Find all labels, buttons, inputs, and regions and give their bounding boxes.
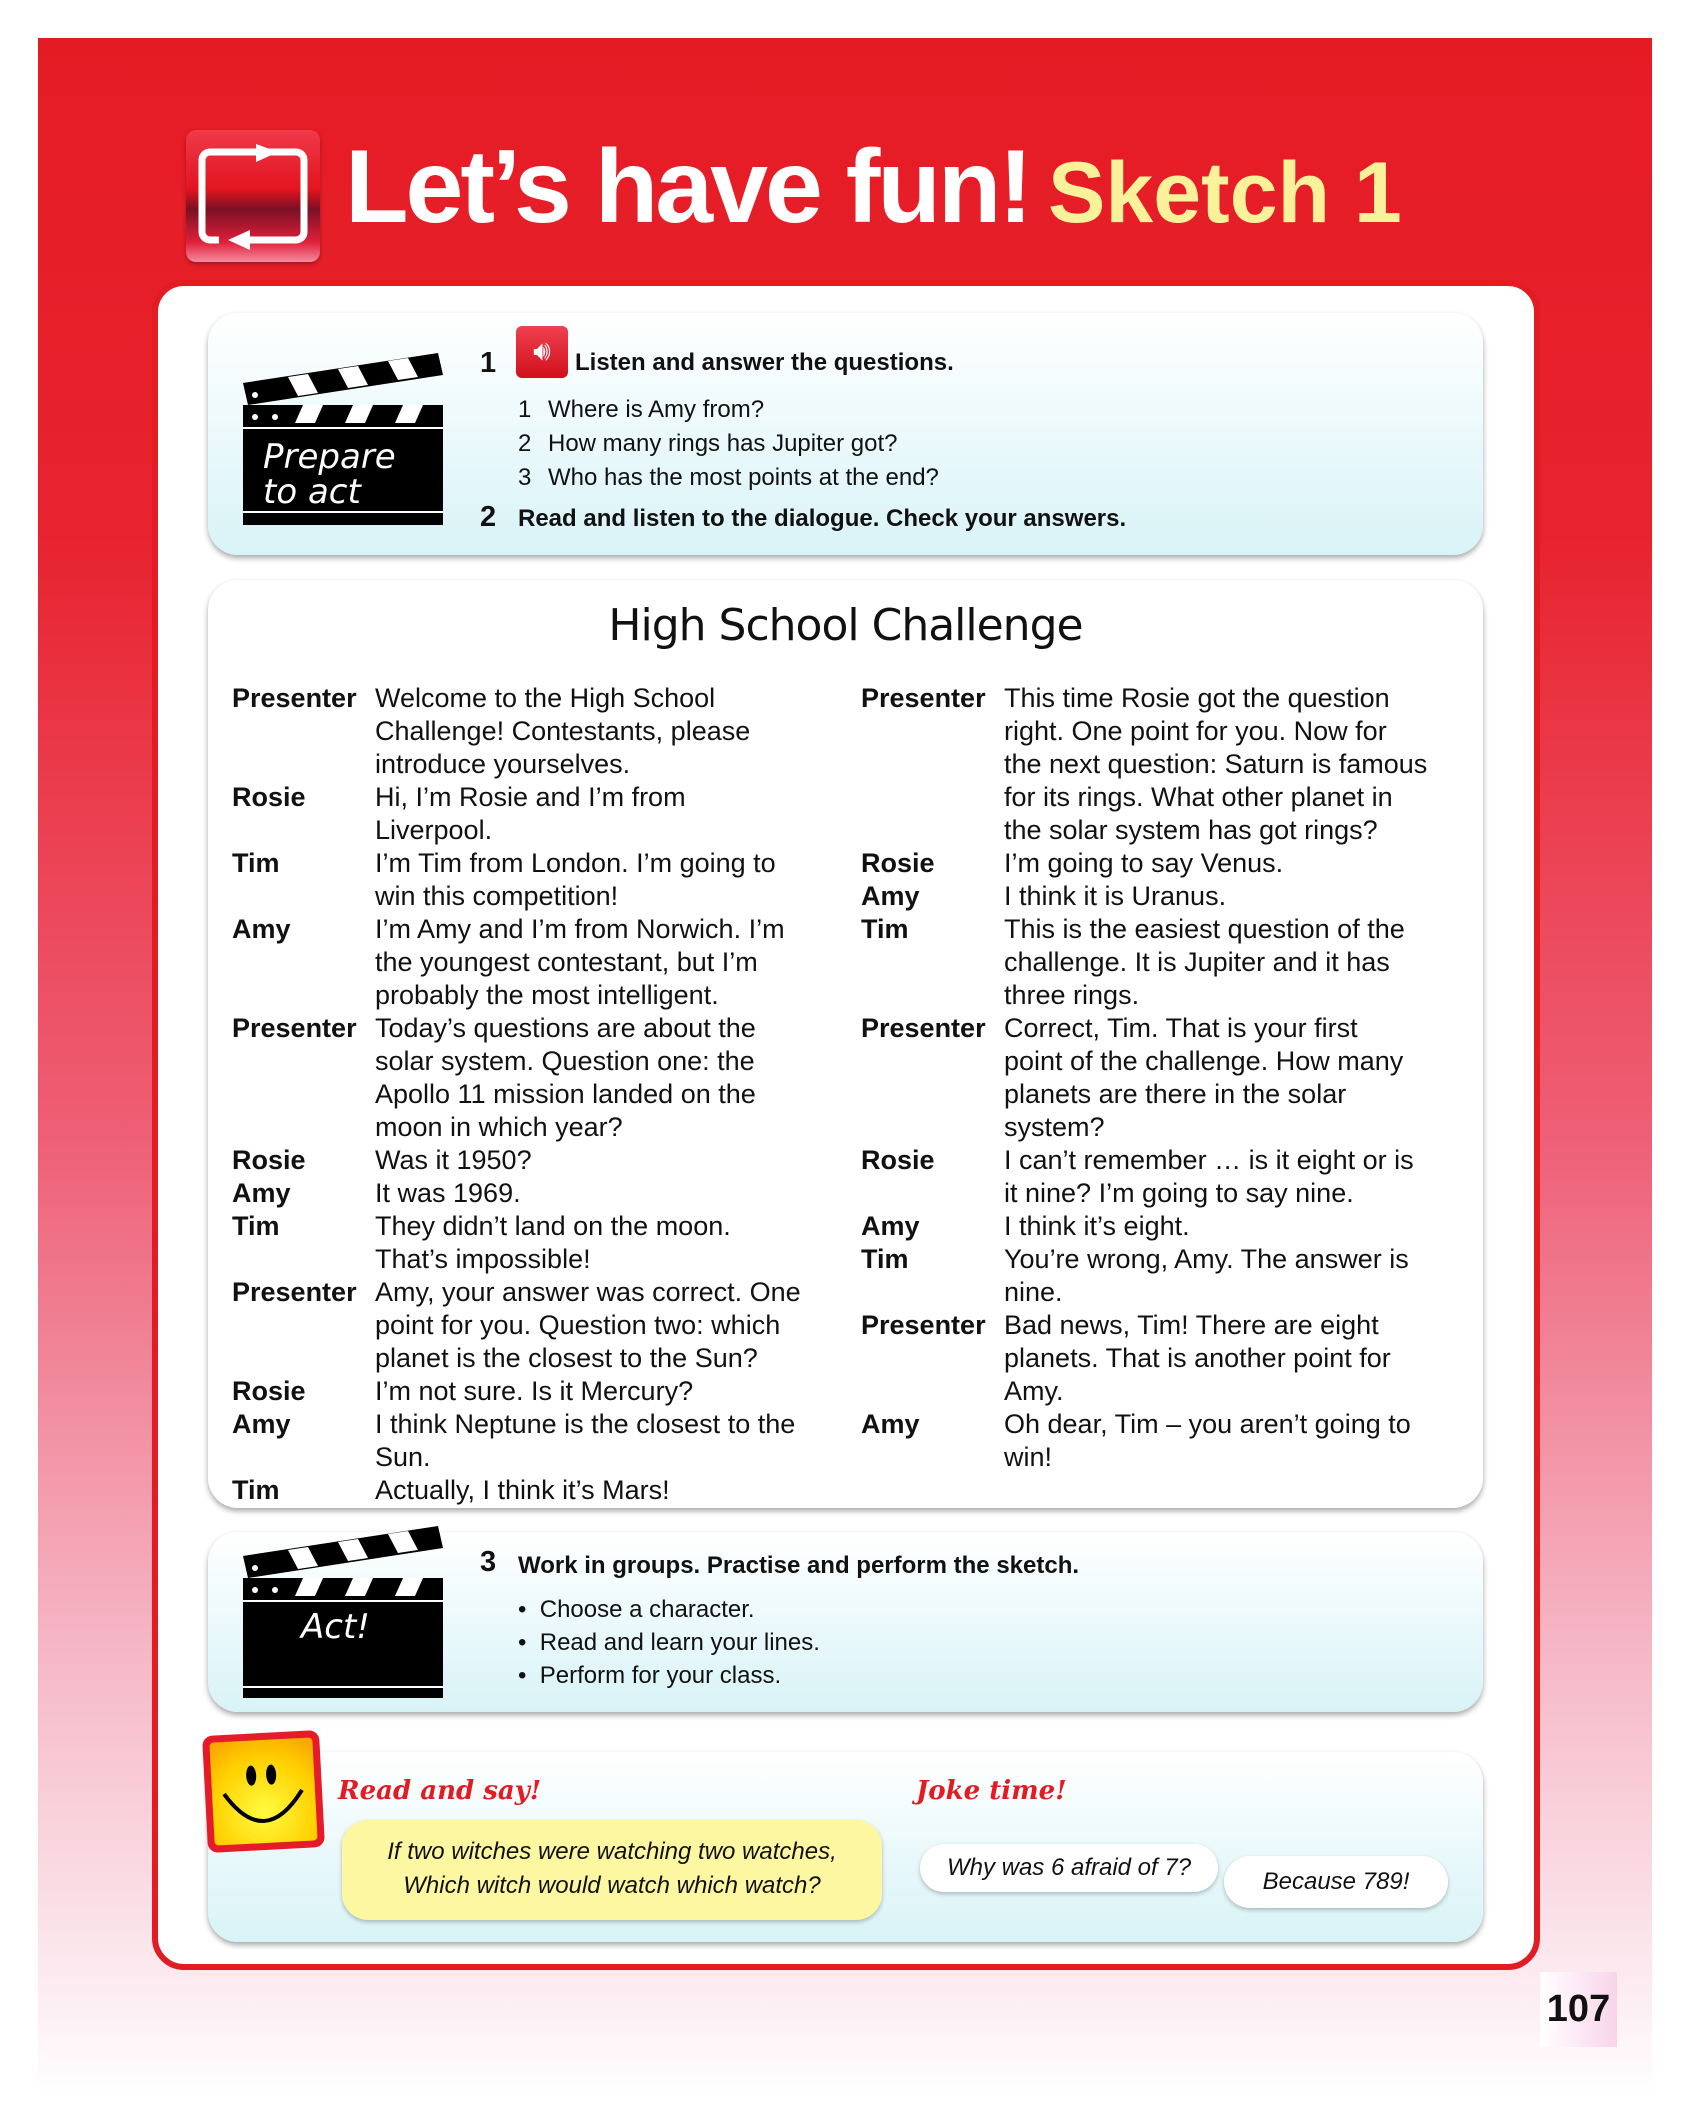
- speaker-name: Presenter: [232, 1277, 357, 1307]
- speaker-name: Amy: [861, 881, 920, 911]
- joke-answer: Because 789!: [1262, 1868, 1410, 1895]
- speaker-name: Amy: [861, 1211, 920, 1241]
- speaker-name: Rosie: [861, 848, 935, 878]
- dialogue-line: [861, 1243, 1471, 1309]
- dialogue-column-right: [861, 682, 1471, 1474]
- speech-text: I can’t remember … is it eight or is it nine? I’m going to say nine.: [1004, 1145, 1414, 1208]
- tongue-twister-line: If two witches were watching two watches,: [387, 1838, 837, 1865]
- speech-text: I think Neptune is the closest to the Sun.: [375, 1409, 796, 1472]
- smiley-icon: [202, 1730, 325, 1853]
- dialogue-line: [232, 913, 852, 1012]
- question-number: 1: [518, 396, 532, 423]
- speaker-name: Tim: [232, 1475, 280, 1505]
- speaker-name: Presenter: [861, 1013, 986, 1043]
- speaker-name: Tim: [861, 914, 909, 944]
- dialogue-title: High School Challenge: [608, 600, 1083, 651]
- dialogue-line: [861, 913, 1471, 1012]
- bullet-text: Choose a character.: [539, 1596, 755, 1623]
- dialogue-line: [232, 1012, 852, 1144]
- question-item: [518, 430, 898, 458]
- speech-text: Today’s questions are about the solar system. Question one: the Apollo 11 mission landed on the moon in which year?: [375, 1013, 756, 1142]
- speech-text: You’re wrong, Amy. The answer is nine.: [1004, 1244, 1409, 1307]
- bullet-text: Perform for your class.: [539, 1662, 782, 1689]
- question-item: [518, 464, 939, 492]
- exercise-number: 1: [480, 347, 497, 379]
- speaker-name: Amy: [861, 1409, 920, 1439]
- dialogue-box: [208, 580, 1483, 1508]
- dialogue-line: [232, 1144, 852, 1177]
- repeat-arrows-icon: [186, 130, 320, 262]
- audio-speaker-icon[interactable]: 🔊︎: [516, 326, 568, 378]
- dialogue-line: [861, 1012, 1471, 1144]
- dialogue-line: [861, 1309, 1471, 1408]
- speaker-name: Rosie: [232, 1376, 306, 1406]
- speech-text: This is the easiest question of the challenge. It is Jupiter and it has three rings.: [1004, 914, 1405, 1010]
- speech-text: Oh dear, Tim – you aren’t going to win!: [1004, 1409, 1411, 1472]
- speaker-name: Tim: [232, 1211, 280, 1241]
- exercise-instruction: Read and listen to the dialogue. Check your answers.: [518, 505, 1127, 532]
- act-box: [208, 1532, 1483, 1712]
- dialogue-line: [232, 1210, 852, 1276]
- sketch-label: Sketch 1: [1048, 145, 1402, 241]
- speaker-name: Amy: [232, 1409, 291, 1439]
- dialogue-line: [232, 781, 852, 847]
- speaker-name: Presenter: [232, 683, 357, 713]
- question-number: 3: [518, 464, 532, 491]
- dialogue-line: [232, 1276, 852, 1375]
- tongue-twister-line: Which witch would watch which watch?: [403, 1872, 821, 1899]
- dialogue-line: [232, 847, 852, 913]
- question-item: [518, 396, 764, 424]
- speaker-name: Tim: [861, 1244, 909, 1274]
- exercise-number: 3: [480, 1546, 497, 1578]
- bullet-item: • Choose a character.: [518, 1596, 755, 1623]
- speaker-name: Presenter: [232, 1013, 357, 1043]
- tongue-twister-bubble: [342, 1820, 882, 1920]
- speaker-name: Rosie: [861, 1145, 935, 1175]
- speech-text: It was 1969.: [375, 1178, 521, 1208]
- dialogue-line: [861, 847, 1471, 880]
- speaker-name: Rosie: [232, 1145, 306, 1175]
- page-number: 107: [1540, 1972, 1617, 2047]
- speech-text: Welcome to the High School Challenge! Contestants, please introduce yourselves.: [375, 683, 751, 779]
- dialogue-column-left: [232, 682, 852, 1507]
- question-number: 2: [518, 430, 532, 457]
- speech-text: Amy, your answer was correct. One point for you. Question two: which planet is the closest to the Sun?: [375, 1277, 801, 1373]
- dialogue-line: [861, 1408, 1471, 1474]
- joke-answer-bubble: [1224, 1856, 1448, 1908]
- speech-text: I think it is Uranus.: [1004, 881, 1227, 911]
- dialogue-line: [232, 1408, 852, 1474]
- bullet-item: • Perform for your class.: [518, 1662, 782, 1689]
- joke-question-bubble: [920, 1844, 1218, 1892]
- joke-question: Why was 6 afraid of 7?: [946, 1854, 1192, 1881]
- speech-text: I’m not sure. Is it Mercury?: [375, 1376, 694, 1406]
- joke-time-heading: Joke time!: [916, 1776, 1067, 1806]
- clapperboard-icon: [243, 353, 445, 525]
- speech-text: They didn’t land on the moon. That’s impossible!: [375, 1211, 731, 1274]
- speech-text: Correct, Tim. That is your first point of the challenge. How many planets are there in the solar system?: [1004, 1013, 1404, 1142]
- page-title: [345, 128, 1402, 247]
- bullet-text: Read and learn your lines.: [539, 1629, 820, 1656]
- clapper-label: Prepare: [263, 437, 396, 477]
- speaker-name: Amy: [232, 914, 291, 944]
- speech-text: Hi, I’m Rosie and I’m from Liverpool.: [375, 782, 686, 845]
- speech-text: Bad news, Tim! There are eight planets. That is another point for Amy.: [1004, 1310, 1391, 1406]
- speech-text: I’m Amy and I’m from Norwich. I’m the youngest contestant, but I’m probably the most intelligent.: [375, 914, 785, 1010]
- exercise-instruction: Listen and answer the questions.: [575, 349, 954, 376]
- dialogue-line: [861, 1210, 1471, 1243]
- speaker-name: Tim: [232, 848, 280, 878]
- speech-text: This time Rosie got the question right. One point for you. Now for the next question: Saturn is famous for its rings. What other planet in the solar system has got rings?: [1004, 683, 1428, 845]
- dialogue-line: [232, 1177, 852, 1210]
- exercise-instruction: Work in groups. Practise and perform the sketch.: [518, 1552, 1080, 1579]
- dialogue-line: [861, 1144, 1471, 1210]
- dialogue-line: [861, 880, 1471, 913]
- title-text: Let’s have fun!: [345, 129, 1031, 245]
- dialogue-line: [232, 1474, 852, 1507]
- question-text: Who has the most points at the end?: [548, 464, 939, 491]
- question-text: How many rings has Jupiter got?: [548, 430, 898, 457]
- fun-box: [208, 1752, 1483, 1942]
- dialogue-line: [232, 682, 852, 781]
- speaker-name: Presenter: [861, 683, 986, 713]
- exercise-number: 2: [480, 501, 497, 533]
- speech-text: I think it’s eight.: [1004, 1211, 1190, 1241]
- speech-text: Was it 1950?: [375, 1145, 532, 1175]
- clapperboard-icon: [243, 1526, 445, 1698]
- dialogue-line: [861, 682, 1471, 847]
- clapper-label: Act!: [301, 1607, 370, 1647]
- prepare-box: [208, 313, 1483, 555]
- speech-text: I’m going to say Venus.: [1004, 848, 1284, 878]
- speaker-name: Rosie: [232, 782, 306, 812]
- read-and-say-heading: Read and say!: [338, 1776, 542, 1806]
- bullet-item: • Read and learn your lines.: [518, 1629, 820, 1656]
- dialogue-line: [232, 1375, 852, 1408]
- speaker-name: Presenter: [861, 1310, 986, 1340]
- speech-text: Actually, I think it’s Mars!: [375, 1475, 670, 1505]
- question-text: Where is Amy from?: [548, 396, 765, 423]
- clapper-label: to act: [263, 472, 361, 512]
- speaker-name: Amy: [232, 1178, 291, 1208]
- speech-text: I’m Tim from London. I’m going to win this competition!: [375, 848, 776, 911]
